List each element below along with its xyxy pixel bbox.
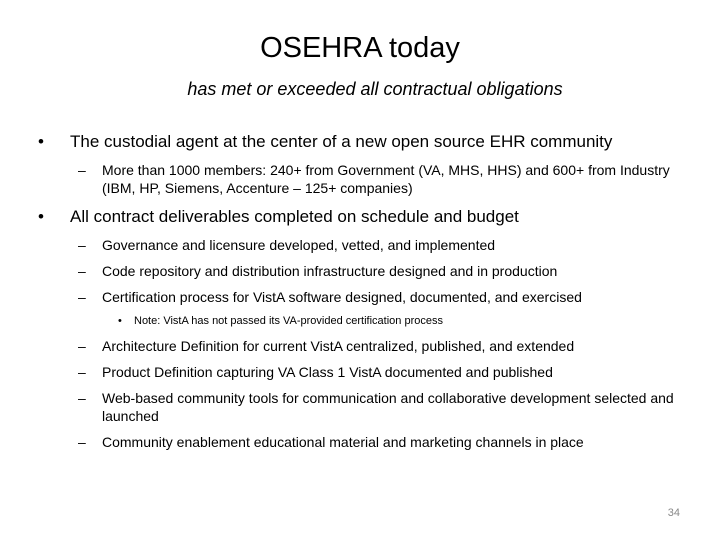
dash-icon: – (78, 434, 86, 450)
sub-bullet-2-7 (0, 433, 692, 451)
bullet-1 (0, 130, 710, 153)
sub-bullet-text: Code repository and distribution infrastructure designed and in production (102, 263, 558, 279)
sub-bullet-2-5 (0, 363, 692, 381)
slide-subtitle: has met or exceeded all contractual obligations (187, 79, 563, 99)
dash-icon: – (78, 364, 86, 380)
sub-bullet-text: More than 1000 members: 240+ from Government (VA, MHS, HHS) and 600+ from Industry (IBM, HP, Siemens, Accenture – 125+ companies) (102, 162, 670, 196)
sub-bullet-2-1 (0, 236, 692, 254)
note-text: Note: VistA has not passed its VA-provided certification process (134, 315, 443, 327)
bullet-1-text: The custodial agent at the center of a new open source EHR community (70, 132, 613, 151)
page-number: 34 (667, 507, 680, 519)
dash-icon: – (78, 162, 86, 178)
sub-bullet-text: Certification process for VistA software designed, documented, and exercised (102, 289, 582, 305)
bullet-dot-icon: • (38, 207, 44, 226)
sub-bullet-text: Governance and licensure developed, vetted, and implemented (102, 237, 496, 253)
slide-title: OSEHRA today (260, 32, 460, 64)
bullet-dot-icon: • (118, 315, 122, 327)
sub-bullet-2-4 (0, 337, 692, 355)
dash-icon: – (78, 263, 86, 279)
bullet-dot-icon: • (38, 132, 44, 151)
sub-bullet-1-1 (0, 161, 692, 197)
bullet-2 (0, 205, 710, 228)
slide-content (0, 130, 720, 459)
sub-bullet-text: Product Definition capturing VA Class 1 VistA documented and published (102, 364, 553, 380)
sub-bullet-text: Community enablement educational material and marketing channels in place (102, 434, 584, 450)
sub-sub-bullet-note (0, 314, 694, 329)
dash-icon: – (78, 338, 86, 354)
sub-bullet-text: Web-based community tools for communication and collaborative development selected and launched (102, 390, 674, 424)
dash-icon: – (78, 390, 86, 406)
dash-icon: – (78, 289, 86, 305)
sub-bullet-text: Architecture Definition for current VistA centralized, published, and extended (102, 338, 575, 354)
bullet-2-text: All contract deliverables completed on schedule and budget (70, 207, 519, 226)
sub-bullet-2-2 (0, 262, 692, 280)
sub-bullet-2-3 (0, 288, 692, 306)
dash-icon: – (78, 237, 86, 253)
sub-bullet-2-6 (0, 389, 692, 425)
